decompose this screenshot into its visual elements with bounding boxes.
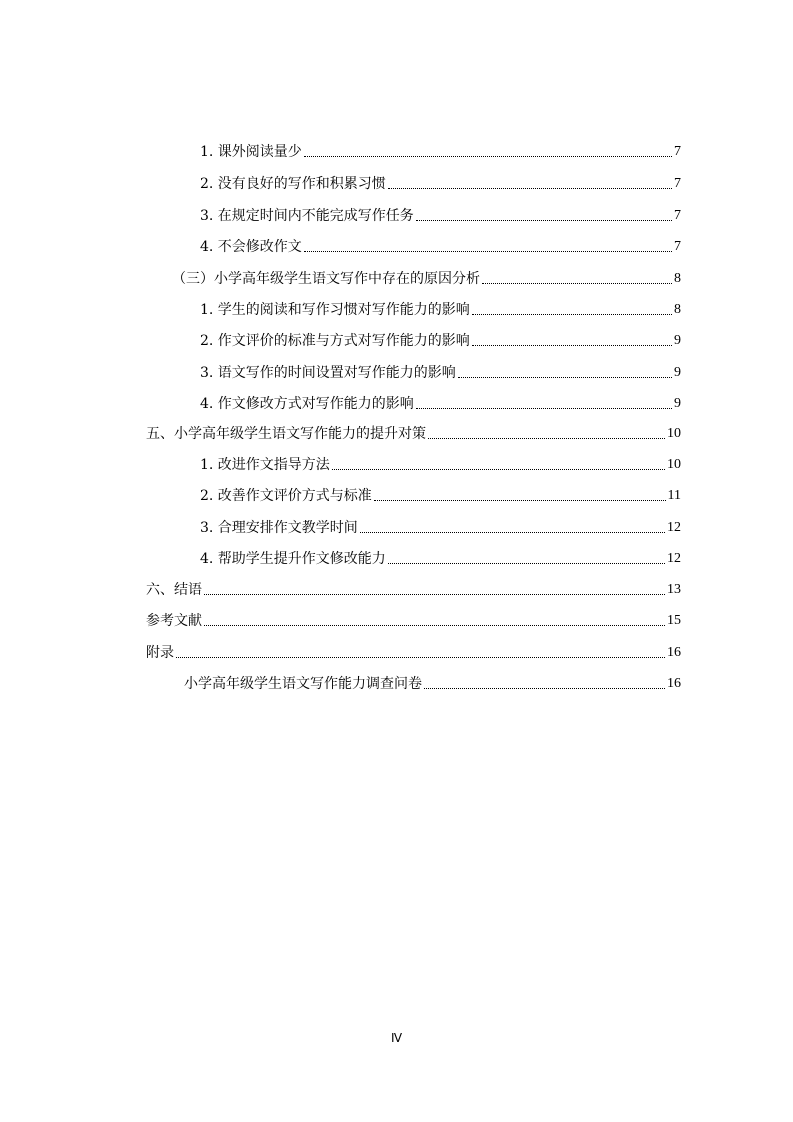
toc-entry-label: 2. 作文评价的标准与方式对写作能力的影响 — [200, 333, 470, 349]
toc-entry-page: 10 — [667, 426, 681, 441]
toc-entry-label: 4. 不会修改作文 — [200, 239, 302, 255]
toc-entry-label: （三）小学高年级学生语文写作中存在的原因分析 — [172, 271, 480, 287]
toc-entry-label: 参考文献 — [146, 613, 202, 629]
toc-entry-label: 1. 学生的阅读和写作习惯对写作能力的影响 — [200, 302, 470, 318]
toc-entry-page: 16 — [667, 676, 681, 691]
toc-entry[interactable] — [200, 206, 681, 226]
toc-entry[interactable] — [200, 331, 681, 351]
toc-dot-leader — [332, 469, 665, 470]
toc-entry-label: 五、小学高年级学生语文写作能力的提升对策 — [146, 426, 426, 442]
toc-entry[interactable] — [200, 237, 681, 257]
toc-dot-leader — [304, 251, 672, 252]
toc-entry-page: 7 — [674, 239, 681, 254]
toc-dot-leader — [374, 500, 666, 501]
toc-entry-page: 7 — [674, 176, 681, 191]
toc-entry-label: 3. 合理安排作文教学时间 — [200, 520, 358, 536]
toc-dot-leader — [388, 188, 672, 189]
toc-entry-label: 3. 在规定时间内不能完成写作任务 — [200, 208, 414, 224]
toc-entry-label: 六、结语 — [146, 582, 202, 598]
toc-entry-page: 9 — [674, 396, 681, 411]
toc-entry[interactable] — [200, 486, 681, 506]
toc-entry[interactable] — [200, 174, 681, 194]
toc-dot-leader — [176, 657, 665, 658]
toc-dot-leader — [360, 532, 665, 533]
toc-entry-label: 1. 改进作文指导方法 — [200, 457, 330, 473]
toc-dot-leader — [304, 156, 672, 157]
toc-entry[interactable] — [200, 394, 681, 414]
toc-entry-page: 8 — [674, 302, 681, 317]
toc-dot-leader — [204, 594, 665, 595]
toc-entry-label: 4. 作文修改方式对写作能力的影响 — [200, 396, 414, 412]
toc-dot-leader — [388, 563, 665, 564]
toc-entry-label: 2. 没有良好的写作和积累习惯 — [200, 176, 386, 192]
toc-entry-label: 3. 语文写作的时间设置对写作能力的影响 — [200, 365, 456, 381]
toc-entry[interactable] — [146, 424, 681, 444]
toc-entry-page: 15 — [667, 613, 681, 628]
toc-entry[interactable] — [146, 643, 681, 663]
toc-entry-label: 1. 课外阅读量少 — [200, 144, 302, 160]
toc-dot-leader — [472, 345, 672, 346]
toc-entry-page: 13 — [667, 582, 681, 597]
toc-entry[interactable] — [200, 518, 681, 538]
toc-entry[interactable] — [146, 580, 681, 600]
toc-dot-leader — [482, 283, 672, 284]
toc-dot-leader — [424, 688, 665, 689]
toc-entry-page: 12 — [667, 551, 681, 566]
toc-entry-page: 7 — [674, 144, 681, 159]
page-number: Ⅳ — [390, 1031, 403, 1045]
toc-entry-label: 2. 改善作文评价方式与标准 — [200, 488, 372, 504]
toc-entry[interactable] — [200, 455, 681, 475]
toc-entry[interactable] — [200, 300, 681, 320]
toc-entry[interactable] — [146, 611, 681, 631]
toc-entry[interactable] — [172, 269, 681, 289]
toc-entry-page: 9 — [674, 333, 681, 348]
toc-entry-page: 7 — [674, 208, 681, 223]
toc-dot-leader — [428, 438, 665, 439]
toc-dot-leader — [472, 314, 672, 315]
toc-dot-leader — [416, 220, 672, 221]
toc-entry-label: 附录 — [146, 645, 174, 661]
toc-entry[interactable] — [200, 363, 681, 383]
toc-entry-label: 小学高年级学生语文写作能力调查问卷 — [184, 676, 422, 692]
toc-entry-page: 9 — [674, 365, 681, 380]
toc-dot-leader — [458, 377, 672, 378]
toc-entry-page: 8 — [674, 271, 681, 286]
toc-dot-leader — [204, 625, 665, 626]
toc-entry[interactable] — [200, 549, 681, 569]
toc-entry[interactable] — [184, 674, 681, 694]
toc-entry[interactable] — [200, 142, 681, 162]
toc-dot-leader — [416, 408, 672, 409]
toc-entry-page: 10 — [667, 457, 681, 472]
toc-entry-page: 11 — [667, 488, 681, 503]
toc-entry-label: 4. 帮助学生提升作文修改能力 — [200, 551, 386, 567]
toc-entry-page: 12 — [667, 520, 681, 535]
toc-entry-page: 16 — [667, 645, 681, 660]
